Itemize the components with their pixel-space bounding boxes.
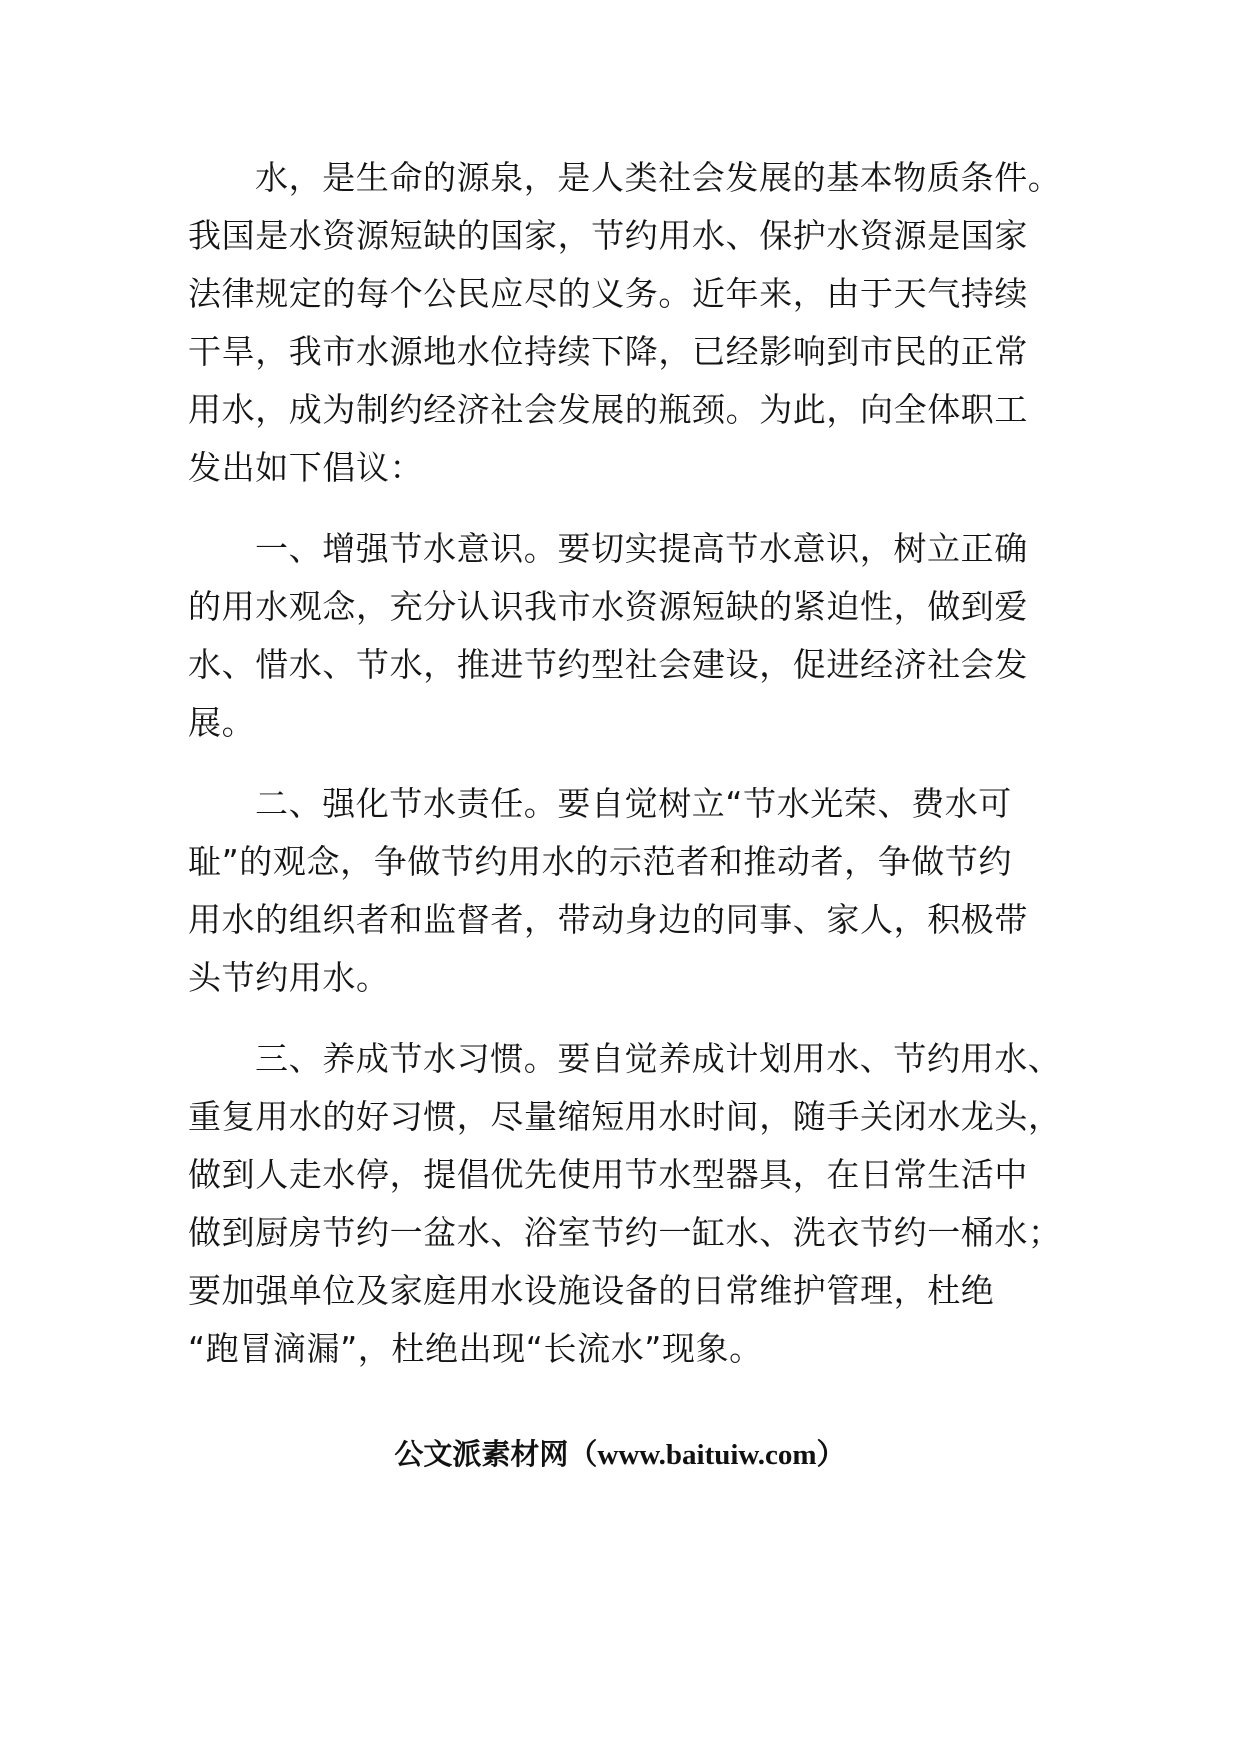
paragraph-line: 干旱，我市水源地水位持续下降，已经影响到市民的正常 xyxy=(188,332,1028,371)
paragraph-line: 法律规定的每个公民应尽的义务。近年来，由于天气持续 xyxy=(188,274,1028,313)
paragraph-line: 展。 xyxy=(188,703,256,742)
paragraph-line: 发出如下倡议： xyxy=(188,448,424,487)
paragraph-item-3 xyxy=(188,1030,1088,1378)
paragraph-line: 二、强化节水责任。要自觉树立“节水光荣、费水可 xyxy=(255,784,1012,823)
paragraph-line: 用水，成为制约经济社会发展的瓶颈。为此，向全体职工 xyxy=(188,390,1028,429)
paragraph-line: 水，是生命的源泉，是人类社会发展的基本物质条件。 xyxy=(255,158,1062,197)
paragraph-item-1 xyxy=(188,520,1088,752)
paragraph-intro xyxy=(188,149,1088,497)
paragraph-line: 做到厨房节约一盆水、浴室节约一缸水、洗衣节约一桶水； xyxy=(188,1213,1062,1252)
paragraph-line: 做到人走水停，提倡优先使用节水型器具，在日常生活中 xyxy=(188,1155,1028,1194)
paragraph-line: 我国是水资源短缺的国家，节约用水、保护水资源是国家 xyxy=(188,216,1028,255)
paragraph-line: 一、增强节水意识。要切实提高节水意识，树立正确 xyxy=(255,529,1028,568)
paragraph-line: 三、养成节水习惯。要自觉养成计划用水、节约用水、 xyxy=(255,1039,1062,1078)
paragraph-line: 头节约用水。 xyxy=(188,958,390,997)
paragraph-line: “跑冒滴漏”，杜绝出现“长流水”现象。 xyxy=(188,1329,763,1368)
paragraph-line: 重复用水的好习惯，尽量缩短用水时间，随手关闭水龙头， xyxy=(188,1097,1062,1136)
paragraph-line: 用水的组织者和监督者，带动身边的同事、家人，积极带 xyxy=(188,900,1028,939)
paragraph-item-2 xyxy=(188,775,1088,1007)
paragraph-line: 要加强单位及家庭用水设施设备的日常维护管理，杜绝 xyxy=(188,1271,995,1310)
paragraph-line: 耻”的观念，争做节约用水的示范者和推动者，争做节约 xyxy=(188,842,1013,881)
paragraph-line: 的用水观念，充分认识我市水资源短缺的紧迫性，做到爱 xyxy=(188,587,1028,626)
paragraph-line: 水、惜水、节水，推进节约型社会建设，促进经济社会发 xyxy=(188,645,1028,684)
page-footer-source: 公文派素材网（www.baituiw.com） xyxy=(394,1439,846,1471)
document-body xyxy=(188,149,1088,1401)
